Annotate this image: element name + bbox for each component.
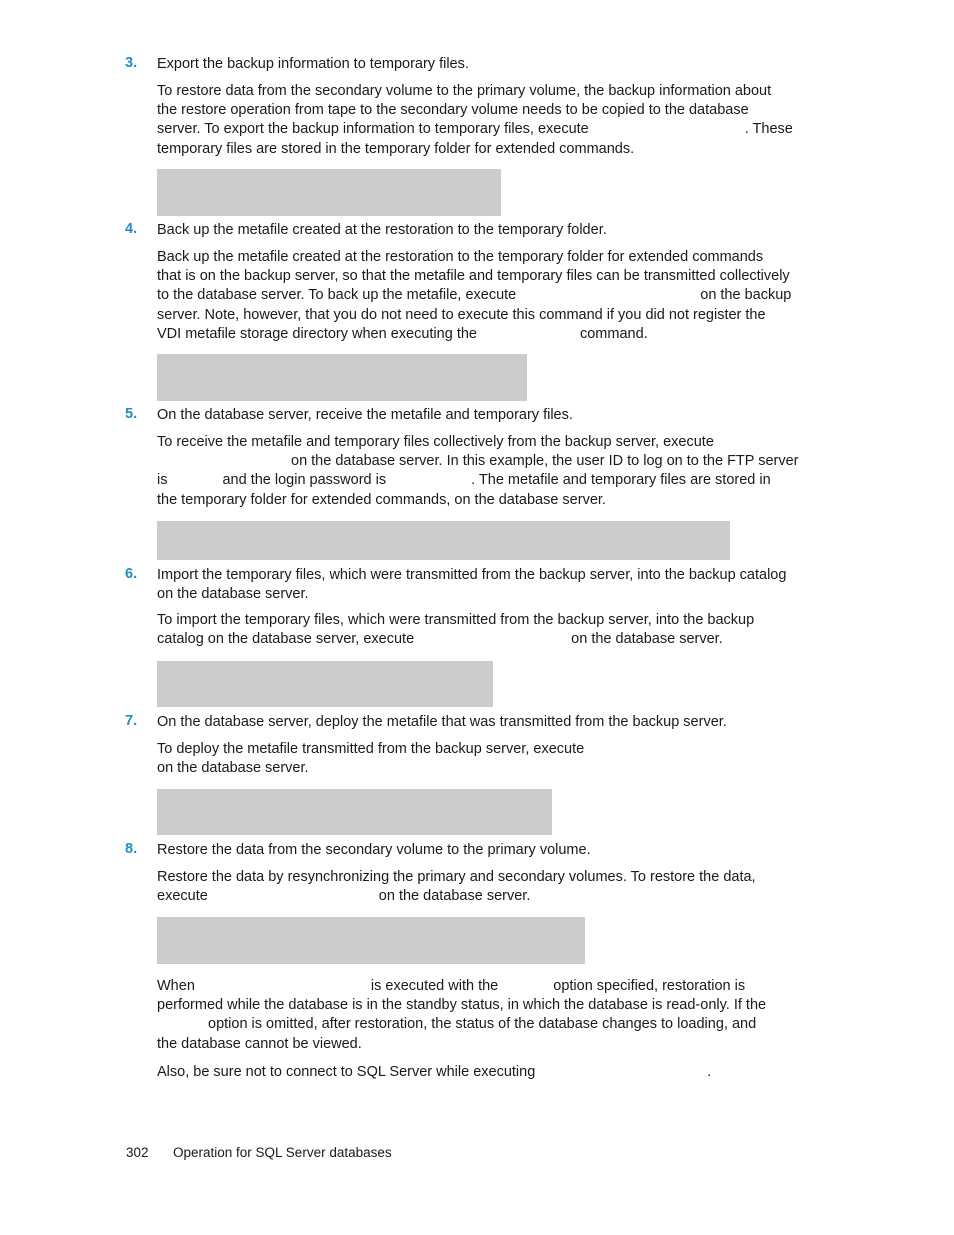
body-line <box>157 452 802 471</box>
step-number: 3. <box>125 55 138 71</box>
note-paragraph <box>157 977 802 1054</box>
step-title: Export the backup information to temporary files. <box>157 56 469 72</box>
step-body <box>157 868 802 906</box>
body-line: Restore the data by resynchronizing the primary and secondary volumes. To restore the data, <box>157 869 756 885</box>
command-example-box <box>157 917 585 964</box>
body-line: server. Note, however, that you do not need to execute this command if you did not register the <box>157 306 766 323</box>
body-line: temporary files are stored in the temporary folder for extended commands. <box>157 140 635 157</box>
body-line <box>157 887 802 906</box>
text-segment: and the login password is <box>222 472 387 489</box>
body-line: To import the temporary files, which were transmitted from the backup server, into the backup <box>157 612 755 628</box>
text-segment: VDI metafile storage directory when executing the <box>157 325 477 342</box>
footer-section-title: Operation for SQL Server databases <box>173 1145 392 1160</box>
step-body <box>157 433 802 510</box>
command-example-box <box>157 789 552 835</box>
title-line: on the database server. <box>157 586 309 602</box>
command-example-box <box>157 354 527 401</box>
command-example-box <box>157 169 501 216</box>
text-segment: is <box>157 472 168 489</box>
step-number: 7. <box>125 713 138 729</box>
body-line: that is on the backup server, so that the metafile and temporary files can be transmitted collectively <box>157 268 790 285</box>
body-line: To deploy the metafile transmitted from the backup server, execute <box>157 741 585 757</box>
text-segment: execute <box>157 888 208 905</box>
step-number: 5. <box>125 406 138 422</box>
step-number: 6. <box>125 566 138 582</box>
text-segment: When <box>157 978 195 994</box>
text-segment: is executed with the <box>370 978 499 994</box>
step-body <box>157 611 802 649</box>
step-title <box>157 566 786 604</box>
note-also-paragraph <box>157 1063 802 1082</box>
text-segment: . <box>707 1064 712 1080</box>
text-segment: Also, be sure not to connect to SQL Server while executing <box>157 1064 536 1080</box>
page-number: 302 <box>126 1145 149 1160</box>
step-body <box>157 740 802 778</box>
body-line: the temporary folder for extended commands, on the database server. <box>157 491 606 508</box>
command-example-box <box>157 521 730 560</box>
body-line <box>157 286 802 305</box>
text-segment: to the database server. To back up the metafile, execute <box>157 287 517 304</box>
body-line <box>157 1063 802 1082</box>
body-line: the database cannot be viewed. <box>157 1035 362 1052</box>
body-line <box>157 325 802 344</box>
step-title: On the database server, receive the metafile and temporary files. <box>157 407 573 423</box>
step-title: Back up the metafile created at the restoration to the temporary folder. <box>157 222 607 238</box>
text-segment: . These <box>744 121 793 138</box>
body-line <box>157 1015 802 1034</box>
text-segment: on the database server. <box>378 888 531 905</box>
text-segment: on the database server. In this example, the user ID to log on to the FTP server <box>291 453 799 470</box>
text-segment: on the database server. <box>571 631 723 648</box>
step-number: 4. <box>125 221 138 237</box>
text-segment: catalog on the database server, execute <box>157 631 415 648</box>
body-line <box>157 630 802 649</box>
text-segment: command. <box>579 325 648 342</box>
body-line: To receive the metafile and temporary files collectively from the backup server, execute <box>157 434 714 450</box>
body-line <box>157 977 802 996</box>
body-line: Back up the metafile created at the restoration to the temporary folder for extended commands <box>157 249 764 265</box>
step-number: 8. <box>125 841 138 857</box>
step-body <box>157 82 802 159</box>
text-segment: . The metafile and temporary files are stored in <box>471 472 771 489</box>
step-title: On the database server, deploy the metafile that was transmitted from the backup server. <box>157 714 727 730</box>
command-example-box <box>157 661 493 707</box>
step-body <box>157 248 802 344</box>
body-line: on the database server. <box>157 760 309 777</box>
text-segment: option specified, restoration is <box>553 978 746 994</box>
text-segment: option is omitted, after restoration, the status of the database changes to loading, and <box>208 1016 757 1033</box>
body-line <box>157 471 802 490</box>
body-line: performed while the database is in the standby status, in which the database is read-only. If the <box>157 997 767 1014</box>
text-segment: server. To export the backup information to temporary files, execute <box>157 121 589 138</box>
text-segment: on the backup <box>700 287 792 304</box>
body-line: the restore operation from tape to the secondary volume needs to be copied to the database <box>157 102 749 119</box>
step-title: Restore the data from the secondary volume to the primary volume. <box>157 842 591 858</box>
body-line: To restore data from the secondary volume to the primary volume, the backup information about <box>157 83 772 99</box>
body-line <box>157 120 802 139</box>
title-line: Import the temporary files, which were transmitted from the backup server, into the backup catalog <box>157 567 787 583</box>
